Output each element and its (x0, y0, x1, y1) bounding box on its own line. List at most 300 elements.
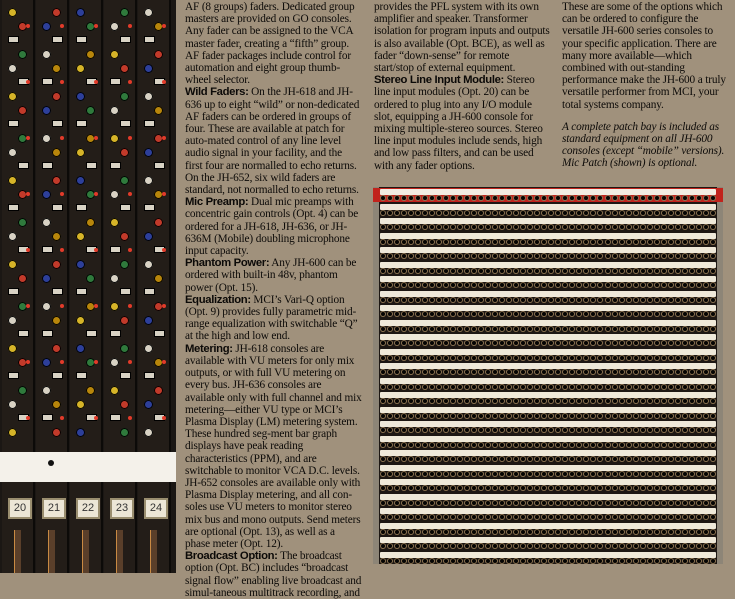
patch-jack (577, 428, 581, 432)
patch-jack (606, 515, 610, 519)
patch-jack (598, 414, 602, 418)
patch-jack (591, 269, 595, 273)
control-knob (52, 176, 61, 185)
patch-jack (690, 544, 694, 548)
patch-jacks (381, 356, 715, 361)
patch-jack (493, 399, 497, 403)
patch-row (373, 536, 723, 550)
patch-jack (465, 428, 469, 432)
patch-jack (584, 269, 588, 273)
patch-jack (662, 544, 666, 548)
patch-jack (521, 472, 525, 476)
patch-jack (444, 559, 448, 563)
patch-jack (570, 486, 574, 490)
patch-jack (542, 530, 546, 534)
patch-jack (507, 472, 511, 476)
patch-jack (521, 530, 525, 534)
patch-jack (507, 356, 511, 360)
patch-jack (500, 385, 504, 389)
patch-jack (634, 269, 638, 273)
patch-jack (521, 240, 525, 244)
patch-jack (493, 414, 497, 418)
control-knob (110, 358, 119, 367)
patch-jack (479, 196, 483, 200)
patch-jack (676, 269, 680, 273)
patch-jack (472, 356, 476, 360)
patch-jack (648, 370, 652, 374)
patch-jack (451, 385, 455, 389)
switch-button (144, 372, 155, 379)
patch-jack (479, 385, 483, 389)
patch-jack (500, 414, 504, 418)
patch-jack (465, 501, 469, 505)
indicator-lamp (94, 24, 98, 28)
patch-jack (570, 327, 574, 331)
patch-jack (711, 486, 715, 490)
patch-jack (486, 457, 490, 461)
patch-jack (423, 196, 427, 200)
patch-jack (423, 240, 427, 244)
control-knob (76, 344, 85, 353)
patch-jack (697, 240, 701, 244)
patch-jack (584, 225, 588, 229)
patch-jack (542, 225, 546, 229)
control-knob (52, 92, 61, 101)
patch-jack (395, 370, 399, 374)
patch-label-strip (380, 392, 716, 398)
patch-jack (444, 312, 448, 316)
patch-jack (542, 515, 546, 519)
patch-jack (648, 399, 652, 403)
switch-button (110, 78, 121, 85)
patch-jack (465, 298, 469, 302)
patch-jack (584, 544, 588, 548)
patch-jack (430, 196, 434, 200)
patch-jack (381, 211, 385, 215)
patch-jack (416, 341, 420, 345)
patch-jack (598, 225, 602, 229)
patch-jack (437, 298, 441, 302)
patch-jack (676, 472, 680, 476)
patch-jack (683, 559, 687, 563)
patch-jack (613, 312, 617, 316)
patch-jack (521, 269, 525, 273)
patch-jack (542, 443, 546, 447)
switch-button (144, 288, 155, 295)
patch-jack (423, 298, 427, 302)
patch-jack (479, 501, 483, 505)
patch-jack (486, 530, 490, 534)
patch-jack (416, 211, 420, 215)
patch-jack (627, 211, 631, 215)
patch-jack (563, 298, 567, 302)
patch-jack (479, 530, 483, 534)
patch-jack (690, 515, 694, 519)
patch-jack (669, 283, 673, 287)
patch-jack (451, 269, 455, 273)
control-knob (8, 260, 17, 269)
patch-jack (570, 559, 574, 563)
patch-jack (556, 385, 560, 389)
patch-jack (613, 327, 617, 331)
patch-jack (514, 399, 518, 403)
patch-jack (655, 544, 659, 548)
control-knob (110, 106, 119, 115)
patch-jack (662, 240, 666, 244)
patch-jack (641, 240, 645, 244)
patch-jack (584, 486, 588, 490)
patch-jack (606, 414, 610, 418)
patch-jack (507, 370, 511, 374)
patch-jack (669, 428, 673, 432)
patch-jack (634, 544, 638, 548)
patch-jack (655, 530, 659, 534)
patch-jack (606, 501, 610, 505)
patch-jack (430, 399, 434, 403)
patch-jack (676, 399, 680, 403)
patch-jack (423, 225, 427, 229)
patch-jack (423, 559, 427, 563)
patch-jack (493, 530, 497, 534)
patch-jack (402, 254, 406, 258)
patch-jack (591, 443, 595, 447)
patch-jack (704, 341, 708, 345)
patch-label-strip (380, 189, 716, 195)
patch-jack (584, 240, 588, 244)
channel-number: 22 (76, 498, 100, 519)
patch-jack (697, 501, 701, 505)
patch-jack (381, 399, 385, 403)
patch-jack (570, 370, 574, 374)
patch-jack (451, 515, 455, 519)
patch-jack (472, 283, 476, 287)
patch-jack (620, 312, 624, 316)
patch-jack (437, 254, 441, 258)
patch-jack (598, 428, 602, 432)
switch-button (110, 414, 121, 421)
patch-jack (591, 370, 595, 374)
patch-jack (388, 370, 392, 374)
paragraph: Equalization: MCI’s Vari-Q option (Opt. 9) provides fully parametric mid-range equalization with switchable “Q” at the high and low end. (185, 293, 358, 343)
patch-jack (535, 312, 539, 316)
patch-jack (683, 457, 687, 461)
patch-jack (500, 211, 504, 215)
patch-jack (423, 399, 427, 403)
patch-jack (697, 269, 701, 273)
patch-jack (641, 428, 645, 432)
patch-jack (690, 283, 694, 287)
patch-jack (648, 211, 652, 215)
switch-button (76, 120, 87, 127)
patch-jack (711, 283, 715, 287)
patch-jack (437, 225, 441, 229)
patch-jack (683, 211, 687, 215)
patch-jack (627, 559, 631, 563)
patch-jack (697, 428, 701, 432)
patch-jack (507, 269, 511, 273)
patch-jacks (381, 515, 715, 520)
patch-jack (402, 196, 406, 200)
control-knob (144, 148, 153, 157)
patch-jack (549, 298, 553, 302)
patch-jack (669, 341, 673, 345)
patch-jacks (381, 486, 715, 491)
patch-jack (690, 486, 694, 490)
patch-jack (388, 269, 392, 273)
patch-jack (697, 312, 701, 316)
patch-jack (423, 211, 427, 215)
patch-row (373, 232, 723, 246)
patch-jack (381, 225, 385, 229)
channel-strip (36, 0, 69, 573)
patch-jack (606, 341, 610, 345)
indicator-lamp (94, 192, 98, 196)
patch-jack (395, 472, 399, 476)
switch-button (76, 36, 87, 43)
patch-jack (430, 544, 434, 548)
patch-jack (563, 457, 567, 461)
patch-jack (409, 544, 413, 548)
patch-jack (676, 428, 680, 432)
patch-jack (472, 211, 476, 215)
patch-jack (570, 428, 574, 432)
control-knob (52, 316, 61, 325)
control-knob (18, 386, 27, 395)
patch-jack (549, 414, 553, 418)
patch-jack (606, 385, 610, 389)
patch-jack (606, 544, 610, 548)
patch-jack (507, 385, 511, 389)
patch-jack (528, 240, 532, 244)
patch-jack (479, 327, 483, 331)
patch-jack (641, 414, 645, 418)
patch-jack (402, 428, 406, 432)
patch-jack (648, 196, 652, 200)
patch-jack (591, 312, 595, 316)
patch-jack (648, 254, 652, 258)
patch-jacks (381, 414, 715, 419)
patch-jack (711, 544, 715, 548)
control-knob (144, 400, 153, 409)
control-knob (52, 232, 61, 241)
patch-jack (669, 298, 673, 302)
patch-jack (697, 414, 701, 418)
patch-jack (395, 327, 399, 331)
patch-jack (634, 414, 638, 418)
patch-jack (528, 385, 532, 389)
patch-row (373, 435, 723, 449)
patch-jack (598, 327, 602, 331)
patch-jack (528, 327, 532, 331)
patch-jack (584, 196, 588, 200)
patch-jack (500, 472, 504, 476)
patch-jack (486, 501, 490, 505)
patch-jack (437, 240, 441, 244)
switch-button (8, 36, 19, 43)
patch-jack (676, 283, 680, 287)
patch-jack (486, 283, 490, 287)
patch-jack (521, 370, 525, 374)
patch-jack (395, 443, 399, 447)
patch-jack (465, 196, 469, 200)
patch-jack (704, 196, 708, 200)
patch-jack (395, 428, 399, 432)
patch-jack (507, 428, 511, 432)
patch-jack (704, 486, 708, 490)
patch-jack (655, 254, 659, 258)
patch-jack (507, 414, 511, 418)
patch-jack (472, 370, 476, 374)
patch-jack (697, 530, 701, 534)
patch-jack (690, 298, 694, 302)
patch-jack (409, 472, 413, 476)
patch-jack (563, 443, 567, 447)
patch-jack (627, 515, 631, 519)
patch-jack (556, 414, 560, 418)
patch-jack (514, 385, 518, 389)
patch-jack (402, 385, 406, 389)
patch-jack (486, 385, 490, 389)
patch-jack (570, 515, 574, 519)
patch-row (373, 246, 723, 260)
patch-jack (528, 196, 532, 200)
patch-jack (598, 240, 602, 244)
patch-jack (570, 457, 574, 461)
patch-jack (402, 211, 406, 215)
patch-jack (704, 515, 708, 519)
patch-jack (437, 211, 441, 215)
patch-jack (584, 254, 588, 258)
patch-row (373, 464, 723, 478)
patch-jack (584, 501, 588, 505)
patch-jack (472, 501, 476, 505)
patch-jack (535, 240, 539, 244)
patch-jack (458, 414, 462, 418)
patch-jack (591, 211, 595, 215)
patch-jack (493, 298, 497, 302)
switch-button (8, 120, 19, 127)
patch-jack (444, 269, 448, 273)
patch-jack (472, 399, 476, 403)
patch-jack (655, 240, 659, 244)
patch-jack (444, 544, 448, 548)
patch-jack (423, 428, 427, 432)
patch-row (373, 420, 723, 434)
indicator-lamp (162, 304, 166, 308)
patch-jack (416, 472, 420, 476)
patch-jack (472, 385, 476, 389)
control-knob (76, 316, 85, 325)
patch-jack (669, 559, 673, 563)
patch-label-strip (380, 305, 716, 311)
patch-jack (451, 298, 455, 302)
patch-jack (465, 515, 469, 519)
patch-jack (641, 341, 645, 345)
switch-button (42, 162, 53, 169)
patch-jack (697, 298, 701, 302)
patch-jack (641, 544, 645, 548)
patch-jack (472, 254, 476, 258)
patch-jack (458, 370, 462, 374)
patch-jack (423, 341, 427, 345)
patch-jack (549, 559, 553, 563)
patch-jack (662, 515, 666, 519)
indicator-lamp (128, 192, 132, 196)
control-knob (18, 106, 27, 115)
paragraph-heading: Equalization: (185, 293, 251, 306)
switch-button (120, 36, 131, 43)
patch-label-strip (380, 552, 716, 558)
patch-jack (613, 225, 617, 229)
patch-jack (479, 211, 483, 215)
patch-jack (486, 472, 490, 476)
patch-jack (388, 312, 392, 316)
patch-row (373, 449, 723, 463)
patch-jack (676, 443, 680, 447)
patch-jacks (381, 399, 715, 404)
patch-jack (591, 225, 595, 229)
patch-jack (613, 356, 617, 360)
patch-jack (521, 327, 525, 331)
patch-jack (479, 240, 483, 244)
patch-jack (486, 225, 490, 229)
patch-jack (465, 225, 469, 229)
patch-jack (620, 486, 624, 490)
patch-jack (577, 501, 581, 505)
patch-jack (500, 225, 504, 229)
patch-label-strip (380, 276, 716, 282)
patch-jack (423, 269, 427, 273)
patch-jack (395, 385, 399, 389)
indicator-lamp (128, 304, 132, 308)
patch-jack (627, 443, 631, 447)
patch-jack (627, 385, 631, 389)
patch-jack (676, 312, 680, 316)
patch-jack (507, 443, 511, 447)
patch-jack (479, 399, 483, 403)
patch-jack (514, 298, 518, 302)
patch-jack (683, 515, 687, 519)
patch-jack (437, 486, 441, 490)
patch-jack (409, 385, 413, 389)
control-knob (120, 400, 129, 409)
patch-row (373, 348, 723, 362)
control-knob (110, 190, 119, 199)
patch-jack (388, 341, 392, 345)
patch-jack (493, 312, 497, 316)
patch-jack (669, 356, 673, 360)
patch-jack (655, 312, 659, 316)
patch-jack (479, 544, 483, 548)
patch-jack (563, 225, 567, 229)
patch-jack (500, 486, 504, 490)
patch-jack (535, 196, 539, 200)
patch-jack (570, 196, 574, 200)
patch-jack (500, 370, 504, 374)
patch-jack (430, 283, 434, 287)
patch-jack (402, 298, 406, 302)
patch-jack (479, 428, 483, 432)
switch-button (76, 288, 87, 295)
patch-jack (711, 269, 715, 273)
patch-jack (648, 544, 652, 548)
patch-jack (437, 414, 441, 418)
indicator-lamp (26, 416, 30, 420)
patch-jack (683, 486, 687, 490)
patch-jack (402, 530, 406, 534)
patch-jack (465, 486, 469, 490)
control-knob (42, 218, 51, 227)
